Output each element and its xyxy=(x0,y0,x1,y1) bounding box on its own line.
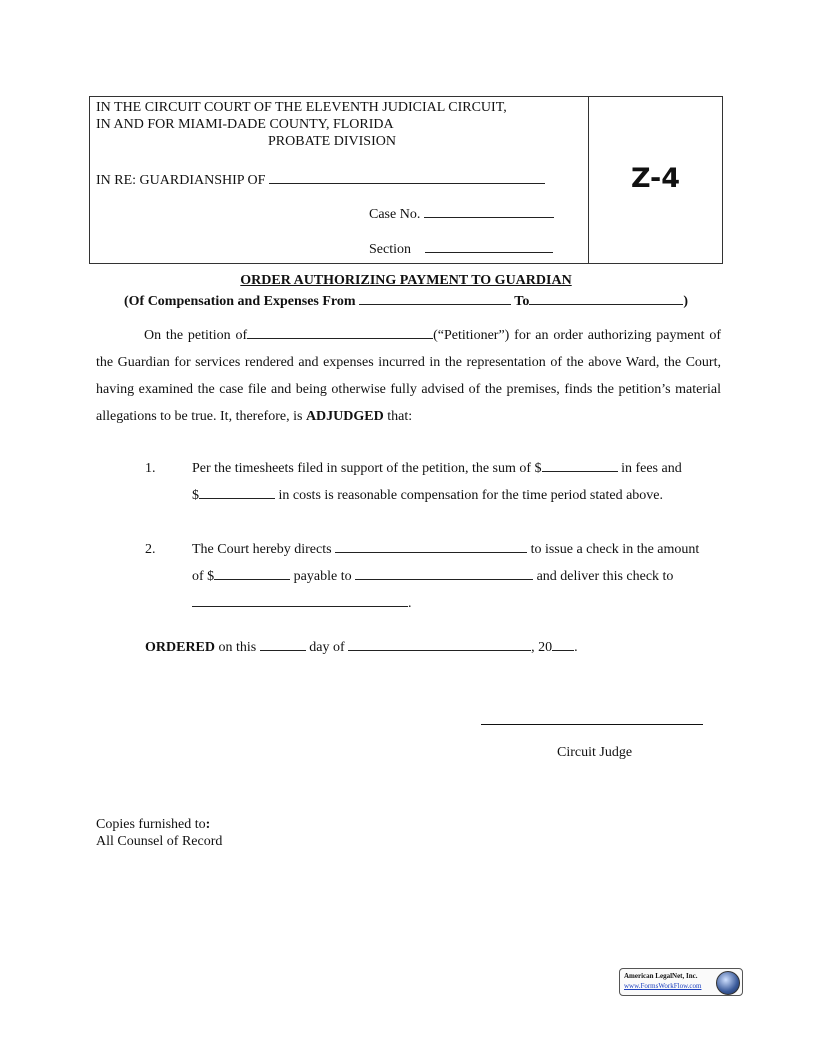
item-1-text-d: in costs is reasonable compensation for the time period stated above. xyxy=(275,488,664,503)
logo-company: American LegalNet, Inc. xyxy=(624,972,698,980)
item-2-text-e: and deliver this check to xyxy=(533,569,674,584)
order-day-field[interactable] xyxy=(260,638,306,651)
copies-label: Copies furnished to xyxy=(96,817,206,832)
period-to-field[interactable] xyxy=(529,292,683,305)
section-label: Section xyxy=(369,242,411,257)
period-from-field[interactable] xyxy=(359,292,511,305)
item-2-text-c: of $ xyxy=(192,569,215,584)
intro-paragraph xyxy=(96,322,721,430)
ward-name-field[interactable] xyxy=(269,171,545,184)
directed-party-field[interactable] xyxy=(335,540,527,553)
intro-body: of the Guardian for services rendered and expenses incurred in the representation of the above Ward, the Court, having examined the case file and being otherwise fully advised of the premises, finds the petition’s material allegations to be true. It, therefore, is xyxy=(96,328,722,424)
judge-signature-line[interactable] xyxy=(481,724,703,725)
deliver-to-field[interactable] xyxy=(192,594,408,607)
copies-furnished-line xyxy=(96,817,210,833)
caption-right-cell xyxy=(589,97,722,263)
section-row xyxy=(369,240,553,258)
fees-amount-field[interactable] xyxy=(542,459,618,472)
item-1-text-a: Per the timesheets filed in support of the petition, the sum of $ xyxy=(192,461,542,476)
ordered-day-of: day of xyxy=(305,640,349,655)
order-subtitle xyxy=(89,292,723,310)
ordered-end: . xyxy=(574,640,578,655)
case-no-label: Case No. xyxy=(369,207,421,222)
item-2-number: 2. xyxy=(145,542,156,557)
case-no-row xyxy=(369,205,554,223)
item-1-number: 1. xyxy=(145,461,156,476)
in-re-row xyxy=(96,171,545,189)
petitioner-field[interactable] xyxy=(247,326,433,339)
item-2-body xyxy=(192,536,721,617)
court-line-2: IN AND FOR MIAMI-DADE COUNTY, FLORIDA xyxy=(96,117,394,132)
caption-box xyxy=(89,96,723,264)
item-1-text-b: in fees and xyxy=(617,461,682,476)
intro-prefix: On the petition of xyxy=(144,328,248,343)
order-title xyxy=(89,273,723,289)
judge-signature-label: Circuit Judge xyxy=(557,745,633,760)
in-re-label: IN RE: GUARDIANSHIP OF xyxy=(96,173,266,188)
intro-petitioner-tag: (“Petitioner”) for an order authorizing payment xyxy=(433,328,705,343)
court-line-1: IN THE CIRCUIT COURT OF THE ELEVENTH JUDICIAL CIRCUIT, xyxy=(96,100,507,115)
subtitle-to: To xyxy=(514,294,530,309)
order-month-field[interactable] xyxy=(348,638,531,651)
globe-icon xyxy=(716,971,740,995)
order-title-main: ORDER AUTHORIZING PAYMENT TO GUARDIAN xyxy=(240,273,572,288)
item-2-text-d: payable to xyxy=(290,569,356,584)
item-1-text-c: $ xyxy=(192,488,199,503)
section-field[interactable] xyxy=(425,240,553,253)
order-year-field[interactable] xyxy=(552,638,574,651)
case-no-field[interactable] xyxy=(424,205,554,218)
subtitle-suffix: ) xyxy=(683,294,689,309)
copies-recipient: All Counsel of Record xyxy=(96,834,223,849)
division-label: PROBATE DIVISION xyxy=(268,134,396,149)
legalnet-logo[interactable] xyxy=(619,968,743,996)
item-2-text-b: to issue a check in the amount xyxy=(527,542,700,557)
logo-url[interactable]: www.FormsWorkFlow.com xyxy=(624,982,702,990)
ordered-on-this: on this xyxy=(215,640,260,655)
item-1-body xyxy=(192,455,721,509)
intro-end: that: xyxy=(383,409,413,424)
costs-amount-field[interactable] xyxy=(199,486,275,499)
caption-left-cell xyxy=(90,97,589,263)
item-2-text-f: . xyxy=(408,596,412,611)
check-amount-field[interactable] xyxy=(214,567,290,580)
intro-adjudged: ADJUDGED xyxy=(305,409,384,424)
form-id: Z-4 xyxy=(630,163,681,194)
ordered-line xyxy=(145,638,578,656)
ordered-year-prefix: , 20 xyxy=(531,640,553,655)
item-2-text-a: The Court hereby directs xyxy=(192,542,336,557)
copies-colon: : xyxy=(205,817,211,832)
ordered-label: ORDERED xyxy=(145,640,216,655)
subtitle-prefix: (Of Compensation and Expenses From xyxy=(123,294,356,309)
payee-field[interactable] xyxy=(355,567,533,580)
